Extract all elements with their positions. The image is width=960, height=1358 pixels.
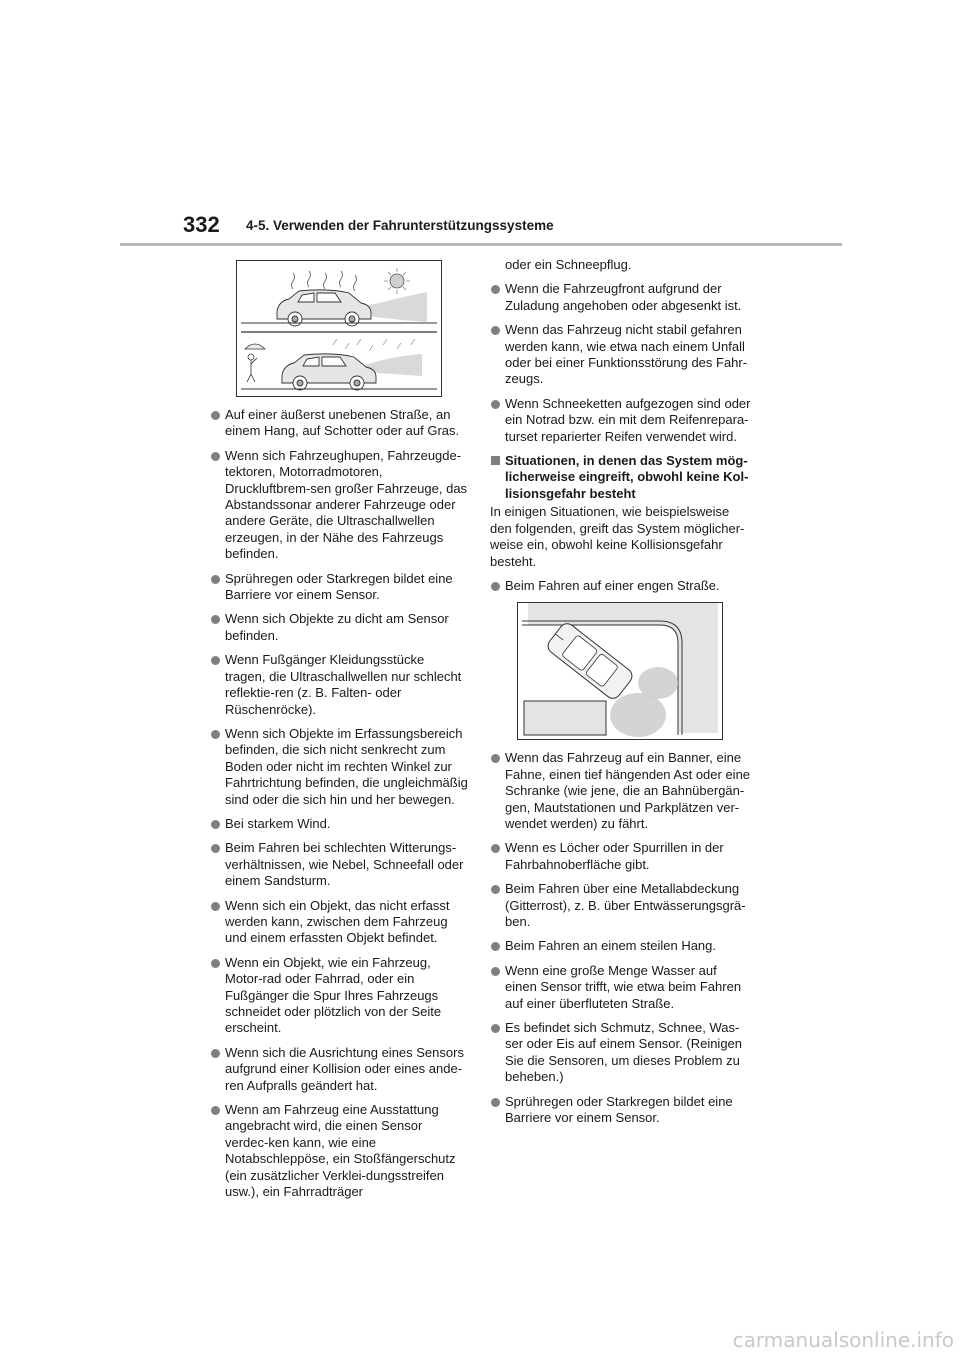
chapter-title: 4-5. Verwenden der Fahrunterstützungssysteme xyxy=(246,218,554,233)
list-item: Wenn das Fahrzeug auf ein Banner, eine Fahne, einen tief hängenden Ast oder eine Schranke (wie jene, die an Bahnübergän-gen, Mautstationen und Parkplätzen ver-wendet werden) zu fährt. xyxy=(490,750,752,832)
left-column xyxy=(210,260,468,1208)
bullet-dot-icon xyxy=(491,326,500,335)
list-item: Wenn sich ein Objekt, das nicht erfasst werden kann, zwischen dem Fahrzeug und einem erfassten Objekt befindet. xyxy=(210,898,468,947)
list-item: Wenn das Fahrzeug nicht stabil gefahren werden kann, wie etwa nach einem Unfall oder bei einer Funktionsstörung des Fahr-zeugs. xyxy=(490,322,752,388)
weather-cars-illustration xyxy=(236,260,442,397)
section-heading: Situationen, in denen das System mög-licherweise eingreift, obwohl keine Kol-lisionsgefahr besteht xyxy=(490,453,752,502)
list-item: Beim Fahren bei schlechten Witterungs-verhältnissen, wie Nebel, Schneefall oder einem Sandsturm. xyxy=(210,840,468,889)
bullet-dot-icon xyxy=(491,885,500,894)
bullet-dot-icon xyxy=(211,656,220,665)
list-item: Sprühregen oder Starkregen bildet eine Barriere vor einem Sensor. xyxy=(210,571,468,604)
list-item-continuation: oder ein Schneepflug. xyxy=(505,257,632,272)
bullet-dot-icon xyxy=(491,1098,500,1107)
list-item: Wenn sich Objekte im Erfassungsbereich befinden, die sich nicht senkrecht zum Boden oder nicht im rechten Winkel zur Fahrtrichtung befinden, die ungleichmäßig sind oder die sich hin und her bewegen. xyxy=(210,726,468,808)
list-item: Beim Fahren auf einer engen Straße. xyxy=(490,578,752,594)
page-number: 332 xyxy=(183,212,220,237)
square-bullet-icon xyxy=(491,456,500,465)
bullet-dot-icon xyxy=(211,844,220,853)
bullet-dot-icon xyxy=(491,1024,500,1033)
bullet-dot-icon xyxy=(211,575,220,584)
list-item: Sprühregen oder Starkregen bildet eine Barriere vor einem Sensor. xyxy=(490,1094,752,1127)
bullet-dot-icon xyxy=(211,1106,220,1115)
list-item: Bei starkem Wind. xyxy=(210,816,468,832)
section-intro: In einigen Situationen, wie beispielsweise den folgenden, greift das System möglicher-weise ein, obwohl keine Kollisionsgefahr besteht. xyxy=(490,504,745,569)
list-item: Wenn Fußgänger Kleidungsstücke tragen, die Ultraschallwellen nur schlecht reflektie-ren (z. B. Falten- oder Rüschenröcke). xyxy=(210,652,468,718)
list-item: Wenn es Löcher oder Spurrillen in der Fahrbahnoberfläche gibt. xyxy=(490,840,752,873)
list-item: Wenn am Fahrzeug eine Ausstattung angebracht wird, die einen Sensor verdec-ken kann, wie eine Notabschleppöse, ein Stoßfängerschutz (ein zusätzlicher Verklei-dungsstreifen usw.), ein Fahrradträger xyxy=(210,1102,468,1200)
bullet-dot-icon xyxy=(211,411,220,420)
list-item: Wenn Schneeketten aufgezogen sind oder ein Notrad bzw. ein mit dem Reifenrepara-turset reparierter Reifen verwendet wird. xyxy=(490,396,752,445)
narrow-road-svg xyxy=(518,603,722,739)
list-item: Wenn sich Objekte zu dicht am Sensor befinden. xyxy=(210,611,468,644)
right-column xyxy=(490,257,752,1134)
bullet-dot-icon xyxy=(491,582,500,591)
narrow-road-illustration xyxy=(517,602,723,740)
weather-cars-svg xyxy=(237,261,441,396)
watermark: carmanualsonline.info xyxy=(732,1328,954,1352)
bullet-dot-icon xyxy=(491,844,500,853)
bullet-dot-icon xyxy=(211,902,220,911)
bullet-dot-icon xyxy=(491,400,500,409)
header-rule xyxy=(120,243,842,246)
list-item: Es befindet sich Schmutz, Schnee, Was-ser oder Eis auf einem Sensor. (Reinigen Sie die Sensoren, um dieses Problem zu beheben.) xyxy=(490,1020,752,1086)
list-item: Wenn die Fahrzeugfront aufgrund der Zuladung angehoben oder abgesenkt ist. xyxy=(490,281,752,314)
bullet-dot-icon xyxy=(211,959,220,968)
bullet-dot-icon xyxy=(211,730,220,739)
bullet-dot-icon xyxy=(491,942,500,951)
list-item: Wenn ein Objekt, wie ein Fahrzeug, Motor-rad oder Fahrrad, oder ein Fußgänger die Spur Ihres Fahrzeugs schneidet oder plötzlich von der Seite erscheint. xyxy=(210,955,468,1037)
bullet-dot-icon xyxy=(491,285,500,294)
bullet-dot-icon xyxy=(211,820,220,829)
bullet-dot-icon xyxy=(211,615,220,624)
list-item: Wenn sich Fahrzeughupen, Fahrzeugde-tektoren, Motorradmotoren, Druckluftbrem-sen großer Fahrzeuge, das Abstandssonar anderer Fahrzeuge oder andere Geräte, die Ultraschallwellen erzeugen, in der Nähe des Fahrzeugs befinden. xyxy=(210,448,468,563)
list-item: Auf einer äußerst unebenen Straße, an einem Hang, auf Schotter oder auf Gras. xyxy=(210,407,468,440)
bullet-dot-icon xyxy=(491,967,500,976)
list-item: Beim Fahren über eine Metallabdeckung (Gitterrost), z. B. über Entwässerungsgrä-ben. xyxy=(490,881,752,930)
list-item: Beim Fahren an einem steilen Hang. xyxy=(490,938,752,954)
bullet-dot-icon xyxy=(211,1049,220,1058)
list-item: Wenn eine große Menge Wasser auf einen Sensor trifft, wie etwa beim Fahren auf einer überfluteten Straße. xyxy=(490,963,752,1012)
bullet-dot-icon xyxy=(491,754,500,763)
bullet-dot-icon xyxy=(211,452,220,461)
list-item: Wenn sich die Ausrichtung eines Sensors aufgrund einer Kollision oder eines ande-ren Aufpralls geändert hat. xyxy=(210,1045,468,1094)
